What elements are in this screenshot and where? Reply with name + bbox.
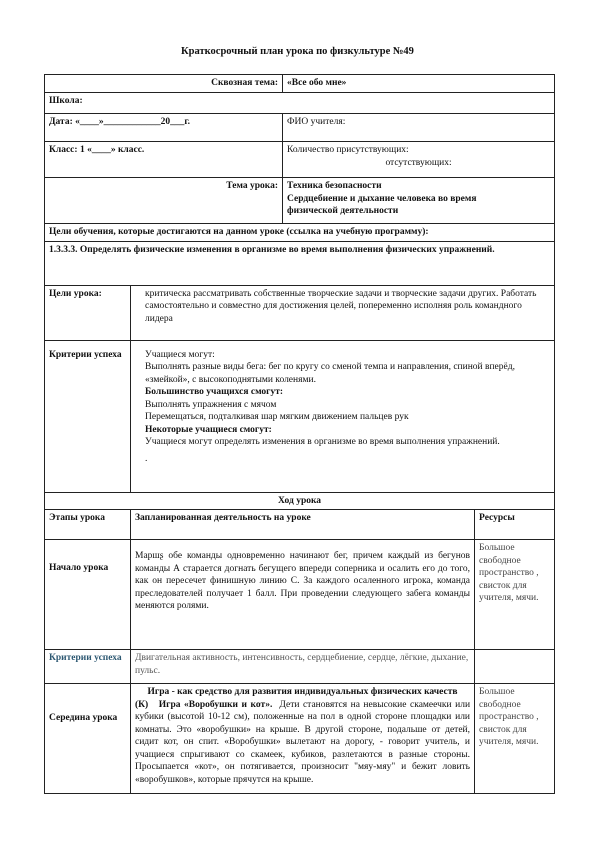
start-resources: Большое свободное пространство , свисток для учителя, мячи. bbox=[475, 540, 555, 650]
middle-activity bbox=[131, 684, 475, 794]
success-criteria-list bbox=[131, 340, 555, 492]
theme-label: Сквозная тема: bbox=[45, 75, 283, 93]
middle-activity-k: (К) bbox=[135, 699, 149, 710]
lesson-topic-line: Сердцебиение и дыхание человека во время bbox=[287, 193, 477, 204]
col-activity-header: Запланированная деятельность на уроке bbox=[131, 510, 475, 540]
lesson-plan-table bbox=[44, 74, 555, 794]
criteria-line: Перемещаться, подталкивая шар мягким движением пальцев рук bbox=[145, 412, 409, 422]
criteria-line: Учащиеся могут определять изменения в организме во время выполнения упражнений. bbox=[145, 437, 500, 447]
criteria-row-resources bbox=[475, 650, 555, 684]
criteria-line: Большинство учащихся смогут: bbox=[145, 387, 284, 397]
lesson-topic-line: физической деятельности bbox=[287, 206, 399, 216]
present-label: Количество присутствующих: bbox=[287, 145, 409, 155]
page-title: Краткосрочный план урока по физкультуре №49 bbox=[181, 46, 414, 57]
success-criteria-label: Критерии успеха bbox=[45, 340, 131, 492]
criteria-line: Выполнять разные виды бега: бег по кругу со сменой темпа и направления, спиной вперёд, «змейкой», с высокоподнятыми коленями. bbox=[145, 362, 515, 385]
course-heading: Ход урока bbox=[45, 492, 555, 510]
criteria-line: Выполнять упражнения с мячом bbox=[145, 399, 277, 410]
stage-middle: Середина урока bbox=[45, 684, 131, 794]
theme-value: «Все обо мне» bbox=[283, 75, 555, 93]
middle-resources: Большое свободное пространство , свисток для учителя, мячи. bbox=[475, 684, 555, 794]
criteria-row-label: Критерии успеха bbox=[45, 650, 131, 684]
program-goals-label: Цели обучения, которые достигаются на данном уроке (ссылка на учебную программу): bbox=[45, 224, 555, 242]
absent-label: отсутствующих: bbox=[385, 157, 452, 168]
criteria-row-text: Двигательная активность, интенсивность, сердцебиение, сердце, лёгкие, дыхание, пульс. bbox=[131, 650, 475, 684]
teacher-label: ФИО учителя: bbox=[283, 114, 555, 142]
start-activity: Маршʂ обе команды одновременно начинают бег, причем каждый из бегунов команды А старается догнать бегущего впереди соперника и осалить его до того, как он пересечет финишную линию С. За каждого осаленного игрока, команда преследователей получает 1 балл. При проведении следующего забега команды меняются ролями. bbox=[131, 540, 475, 650]
lesson-goals-label: Цели урока: bbox=[45, 285, 131, 340]
middle-activity-heading: Игра - как средство для развития индивидуальных физических качеств bbox=[147, 687, 458, 697]
program-goals-text: 1.3.3.3. Определять физические изменения в организме во время выполнения физических упражнений. bbox=[45, 241, 555, 285]
school-label: Школа: bbox=[45, 93, 555, 114]
lesson-topic-line: Техника безопасности bbox=[287, 181, 382, 191]
col-resources-header: Ресурсы bbox=[475, 510, 555, 540]
criteria-line: . bbox=[145, 453, 148, 464]
lesson-topic-label: Тема урока: bbox=[45, 178, 283, 224]
col-stage-header: Этапы урока bbox=[45, 510, 131, 540]
criteria-line: Некоторые учащиеся смогут: bbox=[145, 424, 272, 435]
class-label: Класс: 1 «____» класс. bbox=[45, 142, 283, 178]
lesson-goals-text: критическа рассматривать собственные творческие задачи и творческие задачи других. Работать самостоятельно и совместно для достижения целей, попеременно исполняя роль командного лидера bbox=[131, 285, 555, 340]
date-label: Дата: «____»____________20___г. bbox=[45, 114, 283, 142]
attendance-cell bbox=[283, 142, 555, 178]
lesson-topic-cell bbox=[283, 178, 555, 224]
stage-start: Начало урока bbox=[45, 540, 131, 650]
middle-activity-text: Дети становятся на невысокие скамеечки или кубики (высотой 10-12 см), положенные на пол в одной стороне площадки или комнаты. Это «воробушки» на крыше. В другой стороне, подальше от детей, сидит кот, он спит. «Воробушки» вылетают на дорогу, - говорит учитель, и учащиеся спрыгивают со скамеек, кубиков, разлетаются в разные стороны. Просыпается «кот», он потягивается, произносит "мяу-мяу" и бежит ловить «воробушков», которые прячутся на крыше. bbox=[135, 699, 471, 785]
criteria-line: Учащиеся могут: bbox=[145, 349, 215, 360]
middle-activity-game: Игра «Воробушки и кот». bbox=[158, 699, 273, 710]
